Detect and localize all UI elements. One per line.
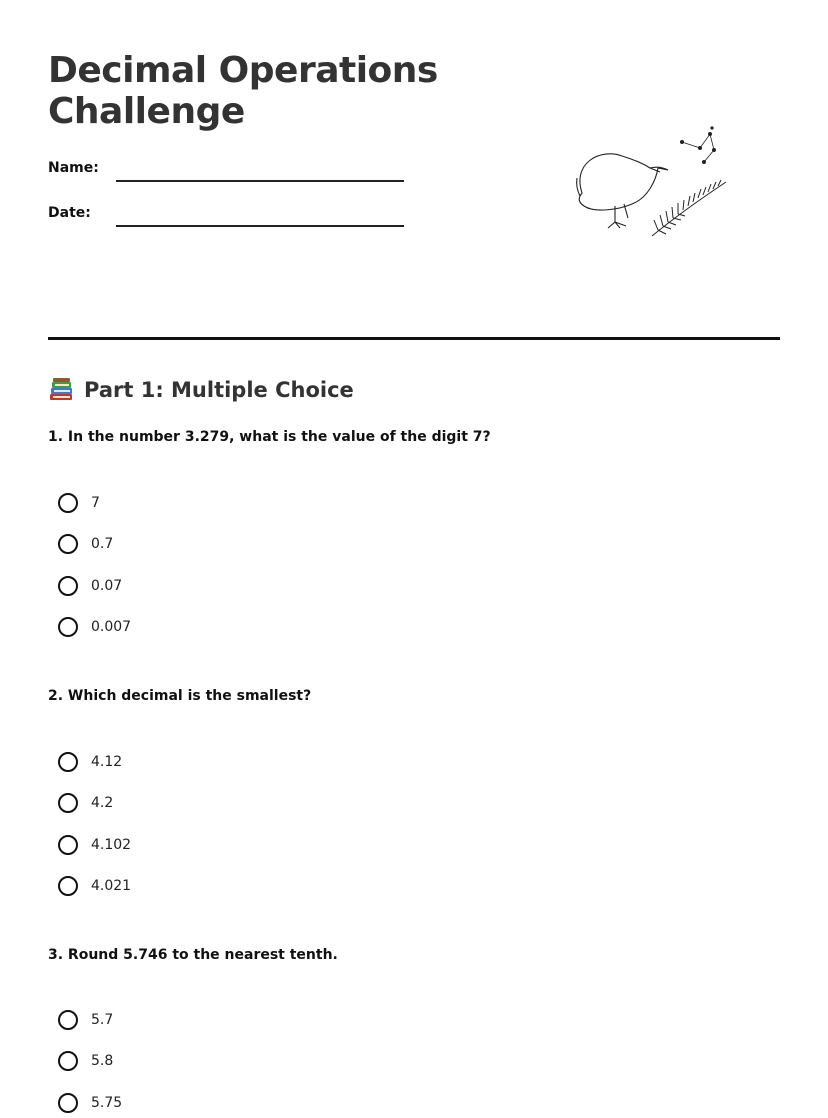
q1-option-c[interactable]: 0.07	[58, 573, 122, 599]
kiwi-illustration	[560, 118, 740, 248]
radio-button[interactable]	[58, 835, 78, 855]
radio-button[interactable]	[58, 793, 78, 813]
radio-button[interactable]	[58, 1051, 78, 1071]
q1-option-d[interactable]: 0.007	[58, 614, 131, 640]
q2-option-d[interactable]: 4.021	[58, 873, 131, 899]
kiwi-bird-icon	[577, 154, 668, 228]
q2-option-c[interactable]: 4.102	[58, 832, 131, 858]
radio-button[interactable]	[58, 752, 78, 772]
date-label: Date:	[48, 205, 91, 221]
fern-icon	[652, 180, 726, 236]
section-header	[48, 374, 354, 406]
question-3: 3. Round 5.746 to the nearest tenth.	[48, 947, 338, 963]
name-field	[48, 160, 408, 186]
radio-button[interactable]	[58, 534, 78, 554]
name-label: Name:	[48, 160, 99, 176]
q3-option-a[interactable]: 5.7	[58, 1007, 113, 1033]
q3-option-c[interactable]: 5.75	[58, 1090, 122, 1116]
radio-button[interactable]	[58, 617, 78, 637]
q3-option-b[interactable]: 5.8	[58, 1048, 113, 1074]
question-2: 2. Which decimal is the smallest?	[48, 688, 312, 704]
radio-button[interactable]	[58, 1010, 78, 1030]
radio-button[interactable]	[58, 1093, 78, 1113]
q2-option-b[interactable]: 4.2	[58, 790, 113, 816]
date-field	[48, 205, 408, 231]
q1-option-a[interactable]: 7	[58, 490, 100, 516]
section-divider	[48, 337, 780, 340]
radio-button[interactable]	[58, 576, 78, 596]
q1-option-b[interactable]: 0.7	[58, 531, 113, 557]
section-title: Part 1: Multiple Choice	[84, 378, 354, 402]
books-icon	[48, 377, 74, 403]
q2-option-a[interactable]: 4.12	[58, 749, 122, 775]
southern-cross-icon	[680, 127, 715, 164]
date-line[interactable]	[116, 225, 404, 227]
question-1: 1. In the number 3.279, what is the value of the digit 7?	[48, 429, 491, 445]
radio-button[interactable]	[58, 493, 78, 513]
worksheet-title: Decimal Operations Challenge	[48, 50, 438, 132]
radio-button[interactable]	[58, 876, 78, 896]
name-line[interactable]	[116, 180, 404, 182]
